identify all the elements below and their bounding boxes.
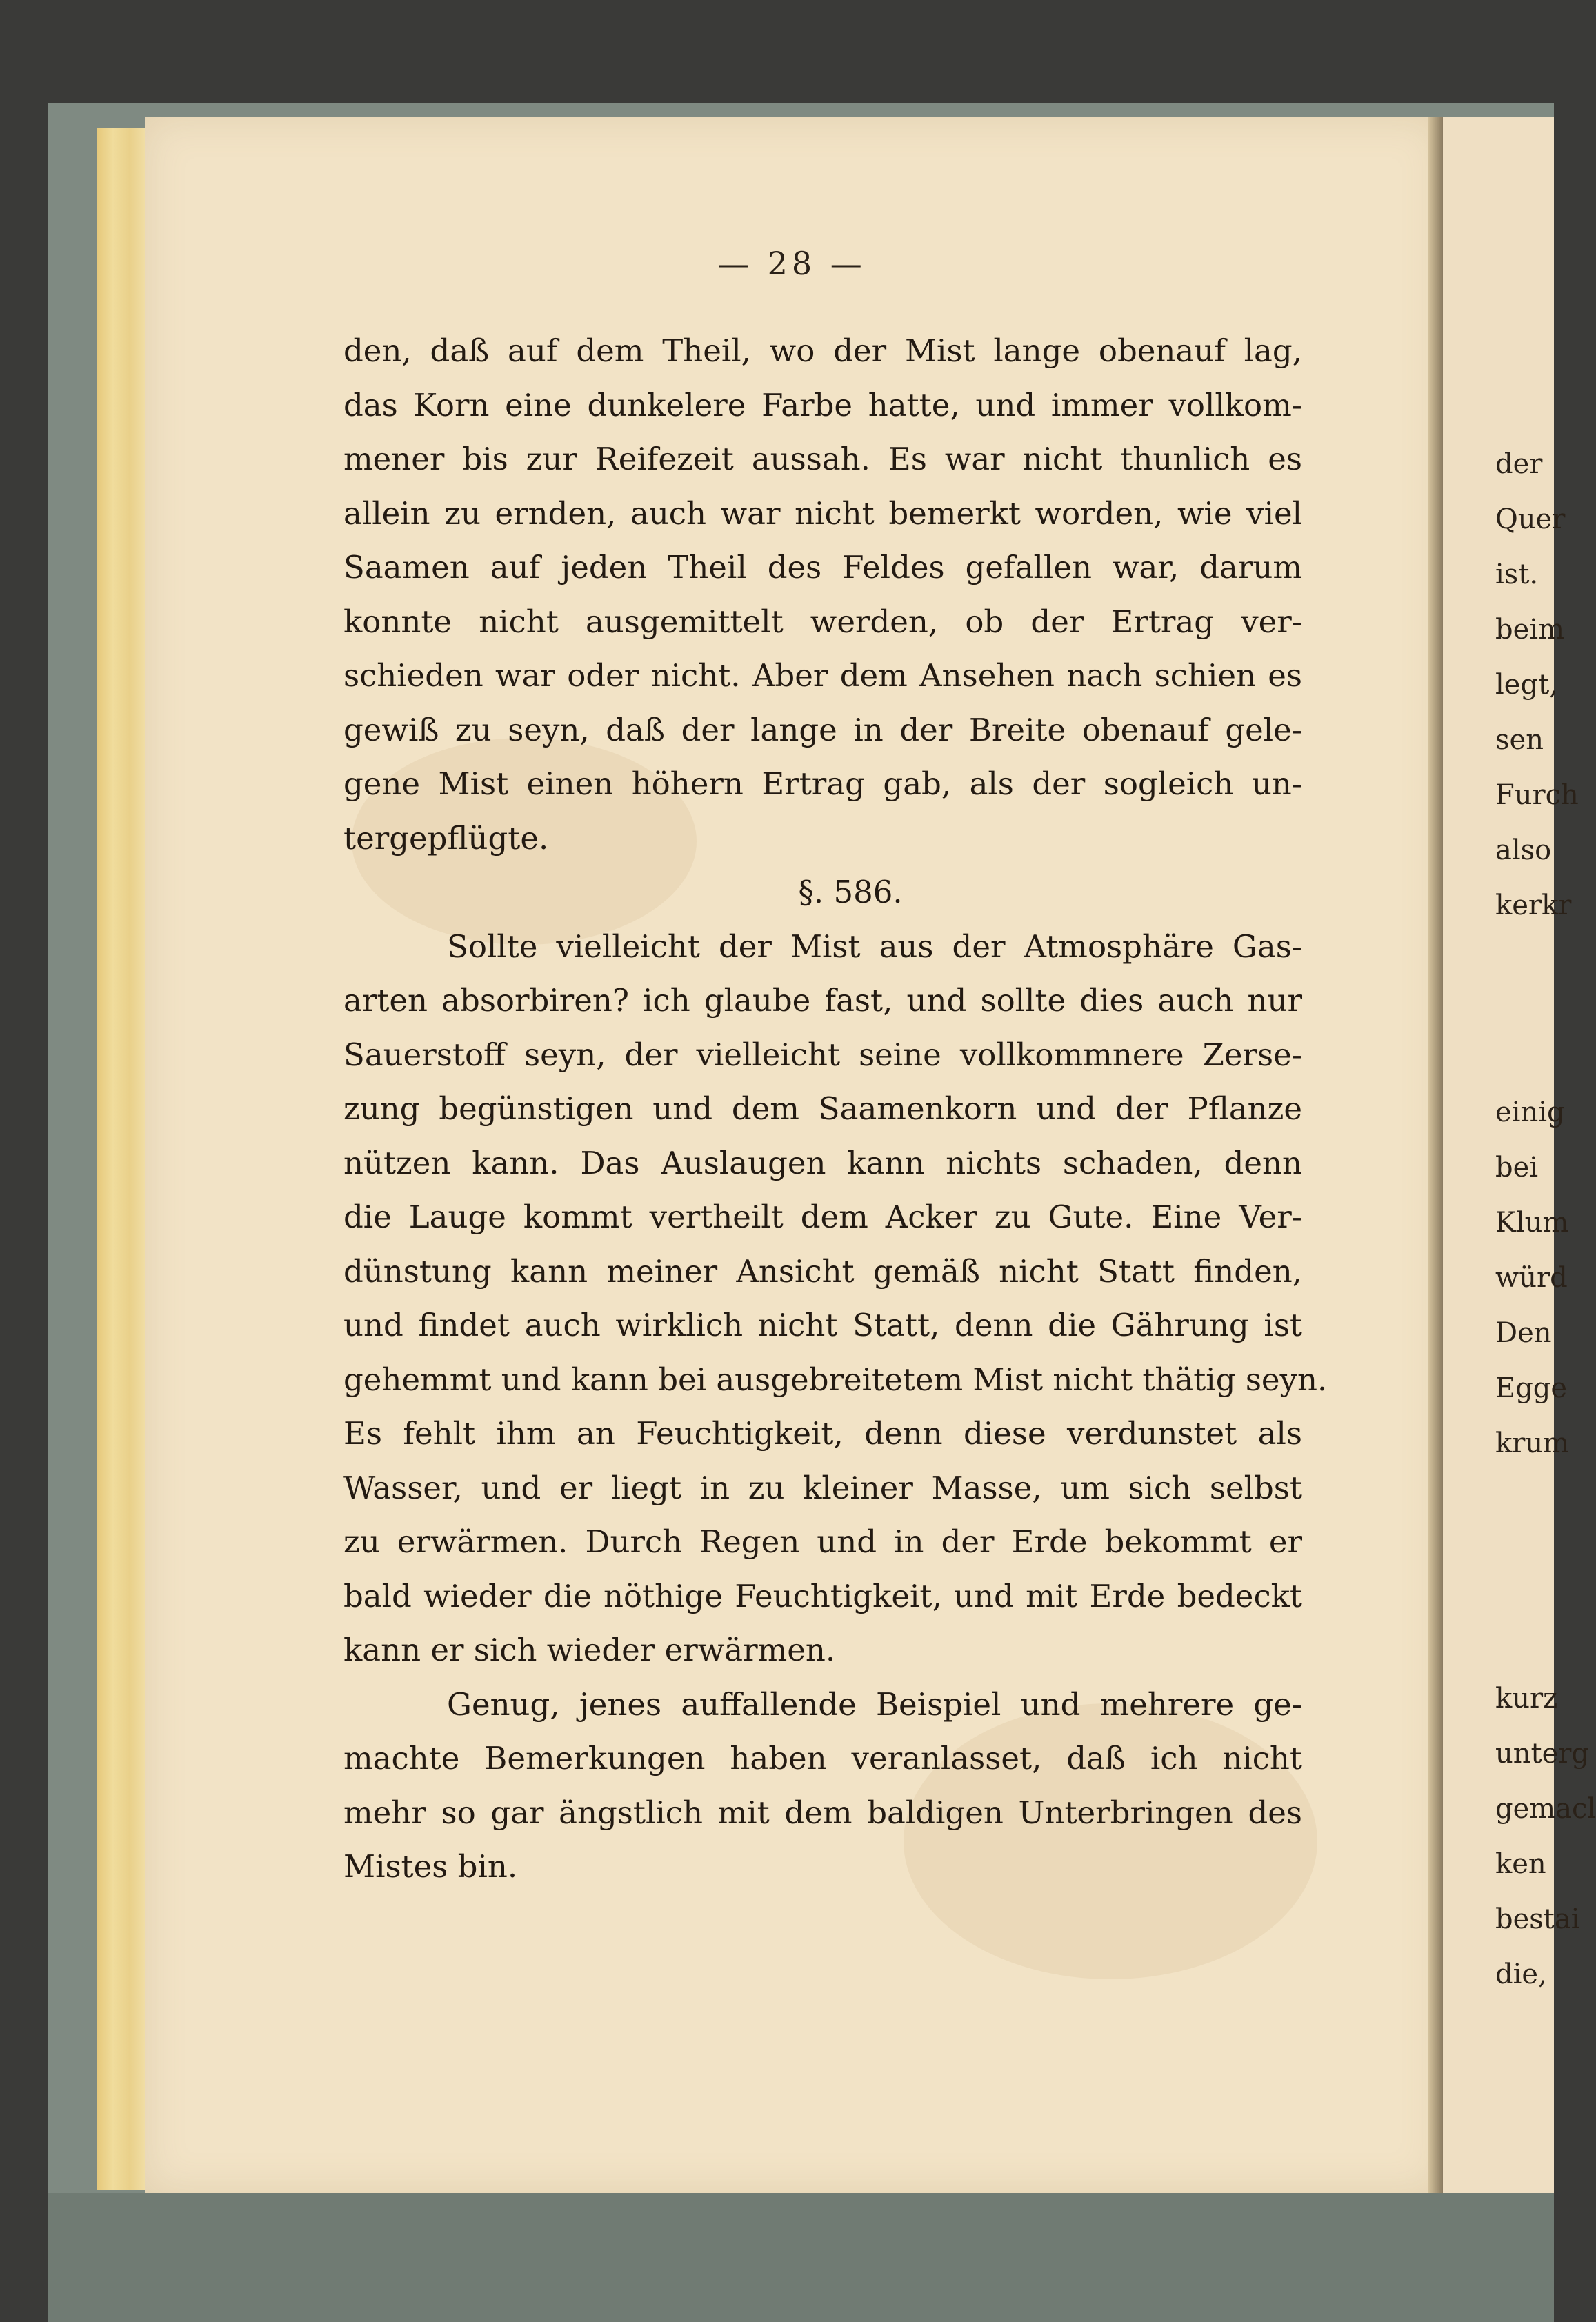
text-line: gene Mist einen höhern Ertrag gab, als der sogleich un-: [343, 765, 1302, 802]
text-line: allein zu ernden, auch war nicht bemerkt worden, wie viel: [343, 494, 1302, 532]
facing-fragment: einig: [1495, 1097, 1565, 1128]
facing-fragment: würd: [1495, 1262, 1568, 1294]
text-line: tergepflügte.: [343, 819, 549, 857]
text-line: mener bis zur Reifezeit aussah. Es war nicht thunlich es: [343, 441, 1302, 477]
text-line: schieden war oder nicht. Aber dem Ansehen nach schien es: [343, 657, 1302, 694]
facing-fragment: der: [1495, 448, 1543, 480]
text-line: Es fehlt ihm an Feuchtigkeit, denn diese verdunstet als: [343, 1415, 1302, 1452]
facing-fragment: also: [1495, 834, 1552, 866]
facing-fragment: unterg: [1495, 1738, 1589, 1770]
text-line: und findet auch wirklich nicht Statt, denn die Gährung ist: [343, 1307, 1302, 1343]
facing-fragment: Klum: [1495, 1207, 1569, 1239]
text-line: Saamen auf jeden Theil des Feldes gefallen war, darum: [343, 549, 1302, 585]
facing-fragment: Furch: [1495, 779, 1579, 811]
section-heading: §. 586.: [798, 874, 903, 910]
facing-fragment: ist.: [1495, 559, 1539, 590]
text-line: Genug, jenes auffallende Beispiel und mehrere ge-: [447, 1685, 1302, 1723]
text-line: konnte nicht ausgemittelt werden, ob der Ertrag ver-: [343, 603, 1302, 640]
text-line: das Korn eine dunkelere Farbe hatte, und immer vollkom-: [343, 386, 1302, 423]
text-line: nützen kann. Das Auslaugen kann nichts schaden, denn: [343, 1144, 1302, 1181]
facing-fragment: kurz: [1495, 1683, 1558, 1714]
text-line: Sauerstoff seyn, der vielleicht seine vollkommnere Zerse-: [343, 1036, 1302, 1073]
text-line: gewiß zu seyn, daß der lange in der Breite obenauf gele-: [343, 711, 1302, 748]
facing-fragment: Den: [1495, 1317, 1552, 1349]
page-number-header: — 28 —: [717, 245, 866, 282]
text-line: Sollte vielleicht der Mist aus der Atmosphäre Gas-: [447, 928, 1302, 965]
facing-fragment: bestai: [1495, 1903, 1580, 1935]
facing-fragment: bei: [1495, 1152, 1539, 1183]
text-line: dünstung kann meiner Ansicht gemäß nicht Statt finden,: [343, 1252, 1302, 1290]
facing-fragment: Egge: [1495, 1372, 1568, 1404]
text-line: kann er sich wieder erwärmen.: [343, 1632, 836, 1668]
book-cover-bottom: [48, 2193, 1554, 2322]
facing-fragment: ken: [1495, 1848, 1546, 1880]
facing-fragment: kerkr: [1495, 890, 1572, 921]
facing-fragment: krum: [1495, 1428, 1570, 1459]
text-line: bald wieder die nöthige Feuchtigkeit, und mit Erde bedeckt: [343, 1577, 1302, 1614]
text-line: machte Bemerkungen haben veranlasset, daß ich nicht: [343, 1740, 1302, 1776]
facing-fragment: Quer: [1495, 503, 1566, 535]
text-line: zung begünstigen und dem Saamenkorn und der Pflanze: [343, 1090, 1302, 1127]
text-line: Wasser, und er liegt in zu kleiner Masse, um sich selbst: [343, 1469, 1302, 1506]
facing-fragment: die,: [1495, 1959, 1547, 1990]
page-edges: [97, 128, 152, 2190]
text-line: den, daß auf dem Theil, wo der Mist lange obenauf lag,: [343, 332, 1302, 369]
text-line: gehemmt und kann bei ausgebreitetem Mist nicht thätig seyn.: [343, 1361, 1328, 1398]
page-body: [343, 324, 1328, 1894]
text-line: arten absorbiren? ich glaube fast, und sollte dies auch nur: [343, 982, 1302, 1019]
text-line: zu erwärmen. Durch Regen und in der Erde bekommt er: [343, 1523, 1302, 1560]
facing-fragment: gemacl: [1495, 1793, 1596, 1825]
facing-fragment: sen: [1495, 724, 1544, 756]
facing-fragment: legt,: [1495, 669, 1558, 701]
facing-fragment: beim: [1495, 614, 1564, 645]
book-gutter: [1428, 117, 1443, 2193]
text-line: Mistes bin.: [343, 1848, 518, 1885]
text-line: mehr so gar ängstlich mit dem baldigen Unterbringen des: [343, 1794, 1302, 1831]
text-line: die Lauge kommt vertheilt dem Acker zu Gute. Eine Ver-: [343, 1199, 1302, 1235]
